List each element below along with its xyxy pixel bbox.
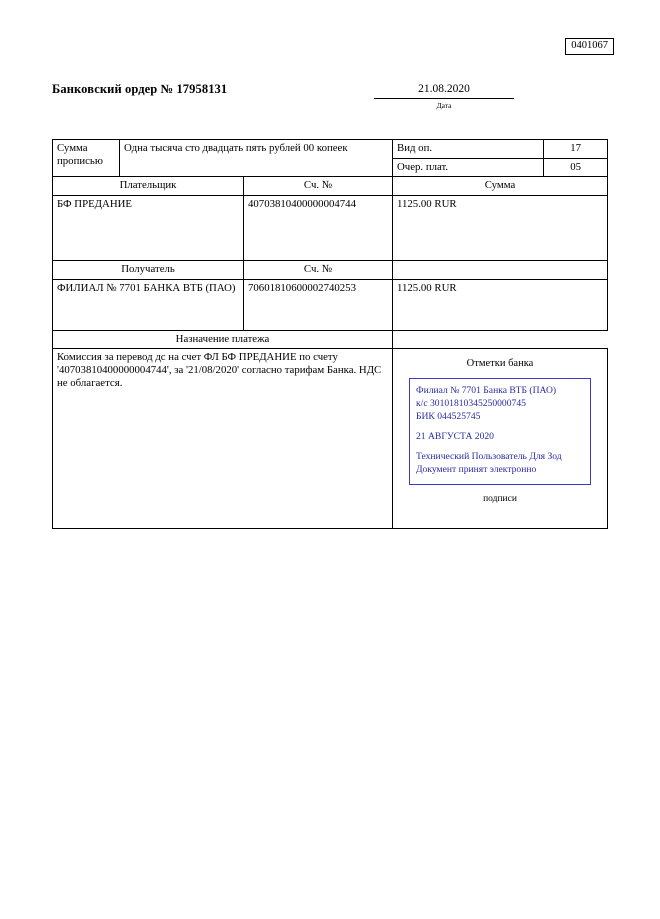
bank-stamp bbox=[409, 378, 591, 485]
document-date bbox=[374, 82, 514, 110]
purpose-header-spacer bbox=[393, 331, 608, 349]
stamp-bank-name: Филиал № 7701 Банка ВТБ (ПАО) bbox=[416, 385, 557, 396]
stamp-user: Технический Пользователь Для Зод bbox=[416, 451, 562, 462]
sum-words-value: Одна тысяча сто двадцать пять рублей 00 копеек bbox=[120, 140, 393, 177]
column-header-account-receiver: Сч. № bbox=[244, 261, 393, 280]
signature-caption: подписи bbox=[483, 494, 517, 504]
receiver-account: 70601810600002740253 bbox=[244, 280, 393, 331]
stamp-bik: БИК 044525745 bbox=[416, 411, 481, 422]
row-purpose-body bbox=[53, 349, 608, 529]
stamp-date: 21 АВГУСТА 2020 bbox=[416, 431, 494, 442]
purpose-header: Назначение платежа bbox=[53, 331, 393, 349]
stamp-accepted: Документ принят электронно bbox=[416, 464, 537, 475]
row-payer bbox=[53, 196, 608, 261]
column-header-payer: Плательщик bbox=[53, 177, 244, 196]
column-header-receiver: Получатель bbox=[53, 261, 244, 280]
row-receiver-headers bbox=[53, 261, 608, 280]
row-sum-words bbox=[53, 140, 608, 159]
form-code: 0401067 bbox=[565, 38, 614, 55]
payer-amount: 1125.00 RUR bbox=[393, 196, 608, 261]
document-header bbox=[52, 82, 612, 110]
sum-words-label-line2: прописью bbox=[57, 155, 103, 167]
op-type-value: 17 bbox=[544, 140, 608, 159]
column-header-account-payer: Сч. № bbox=[244, 177, 393, 196]
date-value: 21.08.2020 bbox=[374, 82, 514, 99]
priority-label: Очер. плат. bbox=[393, 158, 544, 177]
order-table bbox=[52, 139, 608, 529]
stamp-corr-account: к/с 30101810345250000745 bbox=[416, 398, 526, 409]
column-header-amount-payer: Сумма bbox=[393, 177, 608, 196]
receiver-amount: 1125.00 RUR bbox=[393, 280, 608, 331]
priority-value: 05 bbox=[544, 158, 608, 177]
row-receiver bbox=[53, 280, 608, 331]
receiver-name: ФИЛИАЛ № 7701 БАНКА ВТБ (ПАО) bbox=[53, 280, 244, 331]
payer-name: БФ ПРЕДАНИЕ bbox=[53, 196, 244, 261]
date-caption: Дата bbox=[436, 101, 452, 110]
sum-words-label bbox=[53, 140, 120, 177]
bank-marks-title: Отметки банка bbox=[466, 358, 534, 369]
receiver-amount-spacer bbox=[393, 261, 608, 280]
stamp-gap-2 bbox=[416, 443, 584, 450]
row-purpose-header bbox=[53, 331, 608, 349]
op-type-label: Вид оп. bbox=[393, 140, 544, 159]
stamp-gap-1 bbox=[416, 423, 584, 430]
bank-marks bbox=[393, 349, 608, 529]
page-title: Банковский ордер № 17958131 bbox=[52, 82, 228, 96]
purpose-text: Комиссия за перевод дс на счет ФЛ БФ ПРЕДАНИЕ по счету '40703810400000004744', за '21/08/2020' согласно тарифам Банка. НДС не облагается. bbox=[53, 349, 393, 529]
sum-words-label-line1: Сумма bbox=[57, 142, 88, 154]
row-payer-headers bbox=[53, 177, 608, 196]
payer-account: 40703810400000004744 bbox=[244, 196, 393, 261]
